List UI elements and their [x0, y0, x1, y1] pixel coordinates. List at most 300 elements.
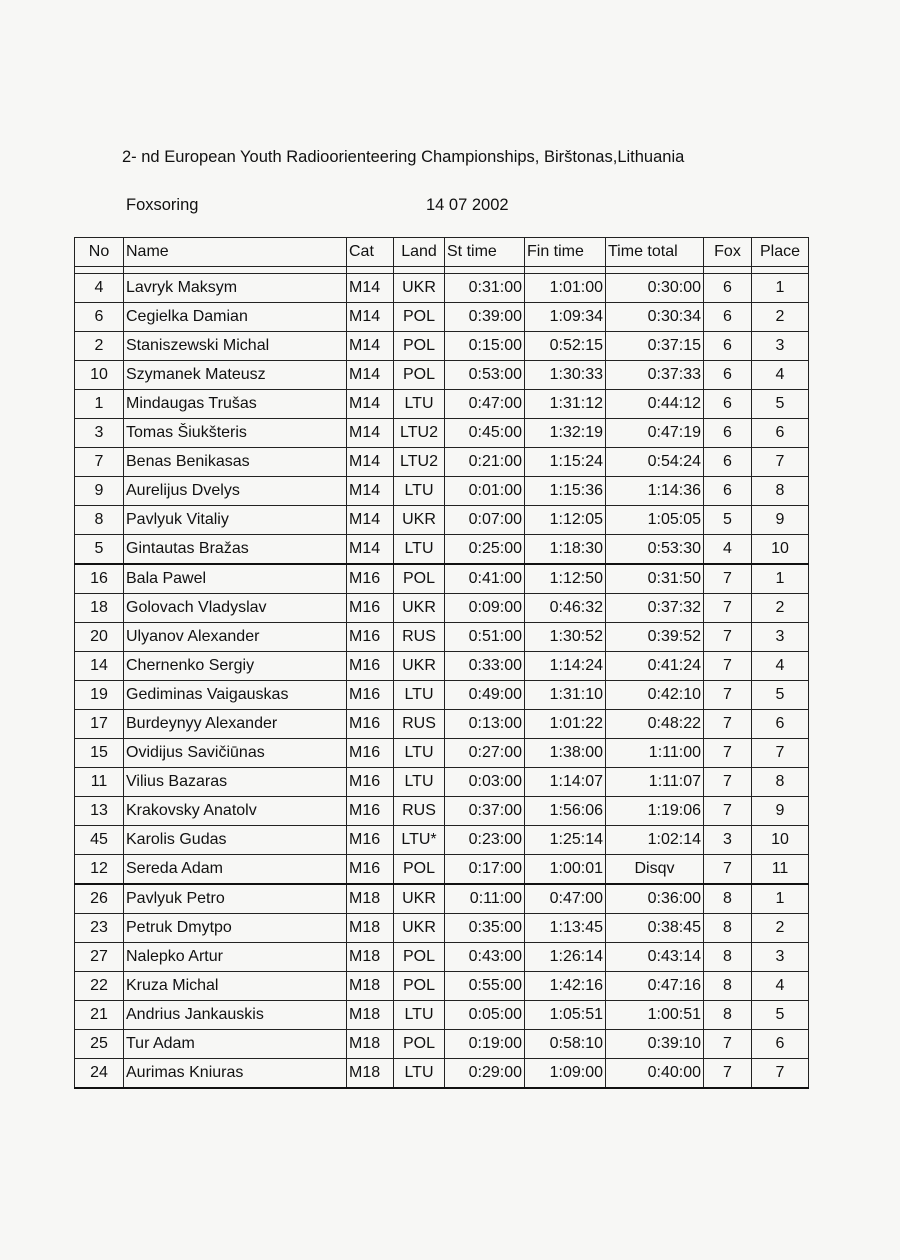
- table-row: [75, 855, 809, 885]
- results-table: [74, 237, 809, 1089]
- cell-fox: 7: [704, 681, 752, 710]
- table-row: [75, 972, 809, 1001]
- cell-st-time: 0:25:00: [445, 535, 525, 565]
- cell-name: Kruza Michal: [124, 972, 347, 1001]
- cell-time-total: 0:47:16: [606, 972, 704, 1001]
- cell-name: Krakovsky Anatolv: [124, 797, 347, 826]
- cell-land: POL: [394, 1030, 445, 1059]
- cell-st-time: 0:19:00: [445, 1030, 525, 1059]
- cell-name: Tomas Šiukšteris: [124, 419, 347, 448]
- cell-place: 3: [752, 332, 809, 361]
- cell-fox: 8: [704, 972, 752, 1001]
- cell-fox: 6: [704, 448, 752, 477]
- cell-place: 4: [752, 972, 809, 1001]
- table-row: [75, 652, 809, 681]
- cell-cat: M14: [347, 332, 394, 361]
- cell-no: 12: [75, 855, 124, 885]
- table-row: [75, 564, 809, 594]
- cell-name: Aurimas Kniuras: [124, 1059, 347, 1089]
- cell-fin-time: 1:15:36: [525, 477, 606, 506]
- cell-name: Pavlyuk Petro: [124, 884, 347, 914]
- cell-time-total: 0:39:52: [606, 623, 704, 652]
- cell-time-total: 0:40:00: [606, 1059, 704, 1089]
- cell-land: LTU: [394, 390, 445, 419]
- cell-no: 7: [75, 448, 124, 477]
- cell-no: 22: [75, 972, 124, 1001]
- column-header-time-total: Time total: [606, 238, 704, 267]
- cell-fox: 6: [704, 477, 752, 506]
- cell-place: 8: [752, 768, 809, 797]
- cell-st-time: 0:51:00: [445, 623, 525, 652]
- cell-land: UKR: [394, 884, 445, 914]
- cell-fin-time: 1:14:24: [525, 652, 606, 681]
- cell-name: Sereda Adam: [124, 855, 347, 885]
- column-header-cat: Cat: [347, 238, 394, 267]
- cell-place: 3: [752, 943, 809, 972]
- cell-cat: M14: [347, 419, 394, 448]
- cell-name: Aurelijus Dvelys: [124, 477, 347, 506]
- cell-fox: 8: [704, 943, 752, 972]
- table-row: [75, 1030, 809, 1059]
- cell-st-time: 0:41:00: [445, 564, 525, 594]
- cell-place: 7: [752, 448, 809, 477]
- column-header-name: Name: [124, 238, 347, 267]
- cell-st-time: 0:15:00: [445, 332, 525, 361]
- cell-cat: M14: [347, 477, 394, 506]
- cell-name: Burdeynyy Alexander: [124, 710, 347, 739]
- cell-st-time: 0:39:00: [445, 303, 525, 332]
- cell-place: 8: [752, 477, 809, 506]
- cell-place: 3: [752, 623, 809, 652]
- cell-land: LTU: [394, 739, 445, 768]
- cell-fox: 7: [704, 623, 752, 652]
- cell-st-time: 0:09:00: [445, 594, 525, 623]
- column-header-fin-time: Fin time: [525, 238, 606, 267]
- cell-place: 1: [752, 884, 809, 914]
- cell-no: 1: [75, 390, 124, 419]
- cell-st-time: 0:43:00: [445, 943, 525, 972]
- cell-fox: 8: [704, 884, 752, 914]
- cell-time-total: 1:02:14: [606, 826, 704, 855]
- cell-fin-time: 1:26:14: [525, 943, 606, 972]
- cell-name: Vilius Bazaras: [124, 768, 347, 797]
- cell-cat: M16: [347, 681, 394, 710]
- cell-place: 6: [752, 710, 809, 739]
- cell-no: 16: [75, 564, 124, 594]
- cell-time-total: 0:31:50: [606, 564, 704, 594]
- cell-no: 17: [75, 710, 124, 739]
- table-row: [75, 884, 809, 914]
- cell-time-total: 1:11:00: [606, 739, 704, 768]
- cell-fin-time: 1:14:07: [525, 768, 606, 797]
- spacer-cell: [347, 267, 394, 274]
- cell-fox: 6: [704, 361, 752, 390]
- cell-time-total: 1:19:06: [606, 797, 704, 826]
- cell-cat: M18: [347, 972, 394, 1001]
- cell-no: 3: [75, 419, 124, 448]
- cell-place: 9: [752, 506, 809, 535]
- cell-cat: M18: [347, 914, 394, 943]
- cell-land: RUS: [394, 710, 445, 739]
- document-title: 2- nd European Youth Radioorienteering Championships, Birštonas,Lithuania: [122, 148, 685, 166]
- results-body: [75, 267, 809, 1089]
- cell-fox: 7: [704, 594, 752, 623]
- column-header-no: No: [75, 238, 124, 267]
- cell-time-total: 0:42:10: [606, 681, 704, 710]
- table-row: [75, 768, 809, 797]
- cell-cat: M16: [347, 797, 394, 826]
- table-row: [75, 594, 809, 623]
- cell-name: Bala Pawel: [124, 564, 347, 594]
- cell-land: LTU: [394, 1059, 445, 1089]
- cell-fin-time: 1:00:01: [525, 855, 606, 885]
- cell-name: Staniszewski Michal: [124, 332, 347, 361]
- cell-time-total: 0:38:45: [606, 914, 704, 943]
- cell-no: 4: [75, 274, 124, 303]
- cell-place: 4: [752, 361, 809, 390]
- cell-no: 45: [75, 826, 124, 855]
- column-header-place: Place: [752, 238, 809, 267]
- cell-fox: 6: [704, 332, 752, 361]
- cell-st-time: 0:01:00: [445, 477, 525, 506]
- table-row: [75, 506, 809, 535]
- spacer-cell: [606, 267, 704, 274]
- cell-no: 13: [75, 797, 124, 826]
- cell-time-total: 1:05:05: [606, 506, 704, 535]
- cell-st-time: 0:27:00: [445, 739, 525, 768]
- cell-fin-time: 0:47:00: [525, 884, 606, 914]
- cell-time-total: 0:30:00: [606, 274, 704, 303]
- cell-time-total: 0:44:12: [606, 390, 704, 419]
- cell-fin-time: 1:13:45: [525, 914, 606, 943]
- cell-cat: M14: [347, 390, 394, 419]
- cell-no: 9: [75, 477, 124, 506]
- column-header-fox: Fox: [704, 238, 752, 267]
- cell-place: 5: [752, 1001, 809, 1030]
- cell-time-total: 0:48:22: [606, 710, 704, 739]
- cell-st-time: 0:47:00: [445, 390, 525, 419]
- cell-st-time: 0:49:00: [445, 681, 525, 710]
- cell-st-time: 0:29:00: [445, 1059, 525, 1089]
- cell-name: Pavlyuk Vitaliy: [124, 506, 347, 535]
- table-row: [75, 1059, 809, 1089]
- cell-fin-time: 1:18:30: [525, 535, 606, 565]
- cell-fin-time: 1:31:10: [525, 681, 606, 710]
- cell-time-total: 1:14:36: [606, 477, 704, 506]
- cell-no: 15: [75, 739, 124, 768]
- cell-place: 4: [752, 652, 809, 681]
- event-name: Foxsoring: [126, 196, 199, 214]
- cell-fox: 6: [704, 303, 752, 332]
- cell-no: 24: [75, 1059, 124, 1089]
- cell-fox: 6: [704, 274, 752, 303]
- cell-cat: M16: [347, 855, 394, 885]
- cell-name: Golovach Vladyslav: [124, 594, 347, 623]
- cell-name: Gediminas Vaigauskas: [124, 681, 347, 710]
- cell-no: 14: [75, 652, 124, 681]
- cell-place: 6: [752, 1030, 809, 1059]
- table-row: [75, 477, 809, 506]
- cell-fin-time: 1:09:34: [525, 303, 606, 332]
- cell-cat: M18: [347, 1059, 394, 1089]
- column-header-land: Land: [394, 238, 445, 267]
- cell-st-time: 0:33:00: [445, 652, 525, 681]
- cell-fox: 5: [704, 506, 752, 535]
- cell-st-time: 0:45:00: [445, 419, 525, 448]
- spacer-cell: [704, 267, 752, 274]
- cell-name: Gintautas Bražas: [124, 535, 347, 565]
- cell-fin-time: 1:32:19: [525, 419, 606, 448]
- cell-place: 9: [752, 797, 809, 826]
- cell-fin-time: 1:56:06: [525, 797, 606, 826]
- cell-land: POL: [394, 332, 445, 361]
- cell-place: 10: [752, 826, 809, 855]
- cell-time-total: 0:37:15: [606, 332, 704, 361]
- cell-cat: M16: [347, 768, 394, 797]
- cell-no: 5: [75, 535, 124, 565]
- cell-land: POL: [394, 303, 445, 332]
- cell-name: Szymanek Mateusz: [124, 361, 347, 390]
- cell-no: 27: [75, 943, 124, 972]
- cell-st-time: 0:37:00: [445, 797, 525, 826]
- cell-fin-time: 0:58:10: [525, 1030, 606, 1059]
- cell-st-time: 0:07:00: [445, 506, 525, 535]
- cell-name: Andrius Jankauskis: [124, 1001, 347, 1030]
- cell-fox: 7: [704, 739, 752, 768]
- cell-fox: 6: [704, 419, 752, 448]
- cell-st-time: 0:31:00: [445, 274, 525, 303]
- cell-st-time: 0:05:00: [445, 1001, 525, 1030]
- cell-fox: 7: [704, 1059, 752, 1089]
- cell-cat: M14: [347, 274, 394, 303]
- cell-time-total: 0:41:24: [606, 652, 704, 681]
- cell-name: Ovidijus Savičiūnas: [124, 739, 347, 768]
- cell-land: LTU2: [394, 448, 445, 477]
- cell-cat: M16: [347, 564, 394, 594]
- cell-no: 6: [75, 303, 124, 332]
- table-row: [75, 710, 809, 739]
- cell-place: 2: [752, 303, 809, 332]
- cell-no: 20: [75, 623, 124, 652]
- cell-time-total: 1:00:51: [606, 1001, 704, 1030]
- cell-st-time: 0:03:00: [445, 768, 525, 797]
- spacer-cell: [124, 267, 347, 274]
- table-row: [75, 914, 809, 943]
- cell-land: UKR: [394, 652, 445, 681]
- cell-cat: M14: [347, 448, 394, 477]
- cell-place: 7: [752, 739, 809, 768]
- cell-name: Tur Adam: [124, 1030, 347, 1059]
- cell-cat: M16: [347, 623, 394, 652]
- spacer-cell: [752, 267, 809, 274]
- cell-time-total: 0:37:32: [606, 594, 704, 623]
- cell-cat: M16: [347, 710, 394, 739]
- cell-no: 19: [75, 681, 124, 710]
- cell-land: LTU: [394, 681, 445, 710]
- table-row: [75, 303, 809, 332]
- cell-fox: 7: [704, 652, 752, 681]
- cell-place: 1: [752, 274, 809, 303]
- cell-land: LTU*: [394, 826, 445, 855]
- cell-time-total: 0:53:30: [606, 535, 704, 565]
- cell-fin-time: 1:05:51: [525, 1001, 606, 1030]
- cell-land: UKR: [394, 594, 445, 623]
- cell-st-time: 0:53:00: [445, 361, 525, 390]
- cell-cat: M18: [347, 1001, 394, 1030]
- table-row: [75, 361, 809, 390]
- table-row: [75, 826, 809, 855]
- cell-cat: M16: [347, 652, 394, 681]
- table-row: [75, 681, 809, 710]
- spacer-cell: [445, 267, 525, 274]
- cell-place: 2: [752, 914, 809, 943]
- cell-no: 10: [75, 361, 124, 390]
- spacer-cell: [394, 267, 445, 274]
- cell-name: Karolis Gudas: [124, 826, 347, 855]
- cell-time-total: 0:54:24: [606, 448, 704, 477]
- cell-place: 11: [752, 855, 809, 885]
- cell-time-total: 0:43:14: [606, 943, 704, 972]
- cell-fox: 7: [704, 855, 752, 885]
- table-row: [75, 623, 809, 652]
- cell-fin-time: 1:12:50: [525, 564, 606, 594]
- table-row: [75, 419, 809, 448]
- cell-fox: 3: [704, 826, 752, 855]
- event-date: 14 07 2002: [426, 196, 509, 214]
- cell-fox: 8: [704, 914, 752, 943]
- cell-land: LTU2: [394, 419, 445, 448]
- cell-no: 18: [75, 594, 124, 623]
- cell-cat: M14: [347, 361, 394, 390]
- table-row: [75, 943, 809, 972]
- cell-fin-time: 1:30:33: [525, 361, 606, 390]
- cell-land: LTU: [394, 1001, 445, 1030]
- cell-fox: 7: [704, 1030, 752, 1059]
- cell-land: POL: [394, 564, 445, 594]
- cell-land: RUS: [394, 623, 445, 652]
- cell-fin-time: 1:42:16: [525, 972, 606, 1001]
- table-row: [75, 390, 809, 419]
- table-row: [75, 448, 809, 477]
- cell-st-time: 0:21:00: [445, 448, 525, 477]
- cell-cat: M18: [347, 884, 394, 914]
- cell-cat: M14: [347, 535, 394, 565]
- cell-fox: 4: [704, 535, 752, 565]
- table-header-row: [75, 238, 809, 267]
- cell-time-total: 0:36:00: [606, 884, 704, 914]
- cell-fin-time: 1:01:00: [525, 274, 606, 303]
- cell-name: Benas Benikasas: [124, 448, 347, 477]
- cell-fox: 7: [704, 564, 752, 594]
- cell-name: Petruk Dmytpo: [124, 914, 347, 943]
- cell-fin-time: 1:09:00: [525, 1059, 606, 1089]
- cell-time-total: 0:39:10: [606, 1030, 704, 1059]
- cell-no: 25: [75, 1030, 124, 1059]
- cell-st-time: 0:35:00: [445, 914, 525, 943]
- cell-name: Mindaugas Trušas: [124, 390, 347, 419]
- cell-name: Chernenko Sergiy: [124, 652, 347, 681]
- cell-land: POL: [394, 855, 445, 885]
- cell-time-total: 0:37:33: [606, 361, 704, 390]
- cell-no: 11: [75, 768, 124, 797]
- table-row: [75, 739, 809, 768]
- cell-fin-time: 1:30:52: [525, 623, 606, 652]
- cell-place: 7: [752, 1059, 809, 1089]
- cell-cat: M18: [347, 1030, 394, 1059]
- cell-time-total: Disqv: [606, 855, 704, 885]
- cell-st-time: 0:11:00: [445, 884, 525, 914]
- cell-fin-time: 1:31:12: [525, 390, 606, 419]
- cell-fin-time: 1:12:05: [525, 506, 606, 535]
- table-row: [75, 535, 809, 565]
- cell-fin-time: 0:52:15: [525, 332, 606, 361]
- cell-land: POL: [394, 361, 445, 390]
- cell-place: 2: [752, 594, 809, 623]
- cell-land: LTU: [394, 768, 445, 797]
- cell-no: 26: [75, 884, 124, 914]
- cell-no: 23: [75, 914, 124, 943]
- cell-land: UKR: [394, 914, 445, 943]
- cell-place: 1: [752, 564, 809, 594]
- cell-place: 10: [752, 535, 809, 565]
- cell-no: 21: [75, 1001, 124, 1030]
- cell-cat: M14: [347, 506, 394, 535]
- cell-place: 5: [752, 390, 809, 419]
- cell-name: Lavryk Maksym: [124, 274, 347, 303]
- cell-cat: M16: [347, 826, 394, 855]
- cell-cat: M16: [347, 739, 394, 768]
- cell-land: LTU: [394, 477, 445, 506]
- header-spacer-row: [75, 267, 809, 274]
- cell-fox: 7: [704, 768, 752, 797]
- cell-fox: 8: [704, 1001, 752, 1030]
- cell-name: Ulyanov Alexander: [124, 623, 347, 652]
- table-row: [75, 797, 809, 826]
- cell-fin-time: 1:38:00: [525, 739, 606, 768]
- cell-land: POL: [394, 972, 445, 1001]
- table-row: [75, 274, 809, 303]
- cell-land: POL: [394, 943, 445, 972]
- cell-no: 2: [75, 332, 124, 361]
- cell-fin-time: 1:25:14: [525, 826, 606, 855]
- cell-time-total: 0:47:19: [606, 419, 704, 448]
- cell-st-time: 0:55:00: [445, 972, 525, 1001]
- cell-land: UKR: [394, 274, 445, 303]
- cell-no: 8: [75, 506, 124, 535]
- cell-st-time: 0:13:00: [445, 710, 525, 739]
- spacer-cell: [525, 267, 606, 274]
- cell-cat: M18: [347, 943, 394, 972]
- cell-fox: 6: [704, 390, 752, 419]
- cell-place: 6: [752, 419, 809, 448]
- cell-fox: 7: [704, 710, 752, 739]
- table-row: [75, 1001, 809, 1030]
- column-header-st-time: St time: [445, 238, 525, 267]
- cell-st-time: 0:23:00: [445, 826, 525, 855]
- cell-time-total: 1:11:07: [606, 768, 704, 797]
- cell-cat: M14: [347, 303, 394, 332]
- table-row: [75, 332, 809, 361]
- cell-cat: M16: [347, 594, 394, 623]
- cell-land: RUS: [394, 797, 445, 826]
- cell-fox: 7: [704, 797, 752, 826]
- cell-fin-time: 1:15:24: [525, 448, 606, 477]
- cell-fin-time: 0:46:32: [525, 594, 606, 623]
- cell-fin-time: 1:01:22: [525, 710, 606, 739]
- cell-name: Cegielka Damian: [124, 303, 347, 332]
- spacer-cell: [75, 267, 124, 274]
- cell-place: 5: [752, 681, 809, 710]
